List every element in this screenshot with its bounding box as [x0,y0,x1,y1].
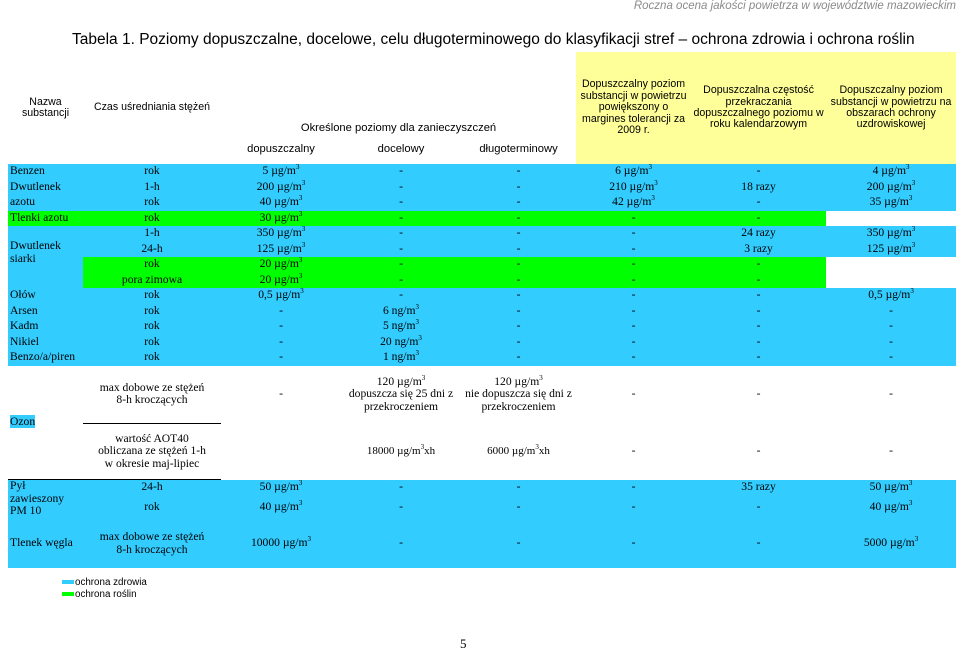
cell-long-term: 120 $\mu g/m^3$ nie dopuszcza się dni z przekroczeniem [465,373,572,413]
cell-target: 18000 $\mu g/m^3xh$ [366,442,436,457]
cell-long-term: - [516,164,521,178]
cell-frequency: - [756,387,761,401]
cell-permissible: 0,5 $\mu g/m^3$ [258,288,304,302]
cell-long-term: - [516,179,521,193]
cell-margin: - [576,273,691,289]
legend-health-swatch [62,580,74,584]
table-row [8,335,956,351]
table-row [8,304,956,320]
running-header: Roczna ocena jakości powietrza w województwie mazowieckim [633,0,956,12]
cell-margin: - [631,241,636,255]
cell-permissible: 125 $\mu g/m^3$ [256,241,306,255]
header-target: docelowy [377,142,425,155]
cell-target: - [399,179,403,193]
legend-plants-swatch [62,592,74,596]
cell-frequency: - [756,164,761,178]
cell-spa [826,211,956,227]
cell-substance: Dwutlenek [10,179,61,193]
cell-margin: - [631,500,636,514]
cell-period: rok [144,164,160,178]
cell-period: max dobowe ze stężeń 8-h kroczących [99,529,205,556]
cell-frequency: - [756,500,761,514]
cell-permissible: 50 $\mu g/m^3$ [259,479,303,494]
cell-substance: azotu [10,195,36,209]
table-row [8,496,956,520]
cell-substance: Benzen [10,164,45,178]
cell-period: pora zimowa [83,273,221,289]
cell-target: - [341,211,461,227]
cell-spa: - [889,303,893,317]
cell-permissible: - [279,334,283,348]
table-row [8,366,956,424]
cell-substance: Tlenki azotu [8,211,83,227]
cell-long-term: - [516,350,521,364]
cell-margin: - [631,303,636,317]
cell-long-term: - [516,480,521,494]
cell-period: wartość AOT40 obliczana ze stężeń 1-h w okresie maj-lipiec [83,424,221,480]
cell-spa: 40 $\mu g/m^3$ [869,499,913,514]
cell-period: rok [83,211,221,227]
table-row [8,226,956,242]
cell-spa [826,273,956,289]
header-levels-group: Określone poziomy dla zanieczyszczeń [300,121,497,134]
cell-long-term: - [516,319,521,333]
cell-permissible: 5 $\mu g/m^3$ [262,164,300,178]
cell-period: rok [144,500,160,514]
cell-target: 5 $ng/m^3$ [382,319,420,333]
cell-frequency: - [756,350,761,364]
cell-long-term: - [516,500,521,514]
cell-target: - [341,273,461,289]
cell-margin: 6 $\mu g/m^3$ [615,164,652,178]
cell-frequency: 18 razy [741,179,776,193]
cell-substance: Benzo/a/piren [10,350,76,364]
cell-period: rok [144,334,160,348]
cell-long-term: - [461,211,576,227]
cell-margin: - [631,350,636,364]
cell-target: - [399,500,403,514]
table-row [8,211,956,227]
cell-long-term: - [516,536,521,550]
cell-target: - [399,288,403,302]
table-row [8,319,956,335]
cell-long-term: - [516,303,521,317]
table-row [8,350,956,366]
cell-permissible: 40 $\mu g/m^3$ [259,499,303,514]
cell-margin: - [631,288,636,302]
cell-period: 1-h [83,226,221,242]
cell-substance: Pył zawieszony PM 10 [10,479,65,518]
table-row [8,195,956,211]
cell-frequency: - [756,334,761,348]
cell-long-term: - [461,226,576,242]
cell-spa: - [889,387,893,401]
cell-margin: - [631,319,636,333]
cell-spa: - [889,350,893,364]
table-row [8,273,956,289]
cell-substance: Kadm [10,319,39,333]
cell-spa: 0,5 $\mu g/m^3$ [868,288,914,302]
cell-period: rok [144,195,160,209]
cell-period: 24-h [141,480,163,494]
cell-frequency: 3 razy [744,241,773,255]
cell-margin: - [631,334,636,348]
table-caption: Tabela 1. Poziomy dopuszczalne, docelowe, celu długoterminowego do klasyfikacji stref – ochrona zdrowia i ochrona roślin [72,31,915,48]
cell-substance: Tlenek węgla [10,536,73,550]
cell-spa: - [889,334,893,348]
cell-margin: 42 $\mu g/m^3$ [612,195,655,209]
cell-margin: - [631,480,636,494]
header-frequency: Dopuszczalna częstość przekraczania dopuszczalnego poziomu w roku kalendarzowym [691,52,826,164]
cell-long-term: - [516,288,521,302]
header-substance: Nazwa substancji [21,95,70,119]
cell-permissible: - [279,350,283,364]
cell-spa: - [889,444,893,458]
table-row [8,288,956,304]
cell-frequency: - [691,211,826,227]
header-averaging: Czas uśredniania stężeń [93,101,210,114]
cell-spa [826,257,956,273]
cell-margin: - [631,444,636,458]
cell-spa: 4 $\mu g/m^3$ [872,164,910,178]
cell-period: rok [83,257,221,273]
cell-period: rok [144,350,160,364]
cell-permissible: 10000 $\mu g/m^3$ [250,535,312,550]
cell-long-term: 6000 $\mu g/m^3xh$ [487,442,550,457]
header-permissible: dopuszczalny [247,142,315,155]
table-row [8,480,956,496]
cell-spa: 35 $\mu g/m^3$ [869,195,913,209]
cell-target: 6 $ng/m^3$ [382,303,420,317]
cell-permissible: 200 $\mu g/m^3$ [256,179,306,193]
cell-period: max dobowe ze stężeń 8-h kroczących [83,366,221,424]
cell-frequency: - [756,536,761,550]
cell-permissible: - [279,387,283,401]
header-margin: Dopuszczalny poziom substancji w powietrzu powiększony o margines tolerancji za 2009 r. [576,52,691,164]
cell-spa: 50 $\mu g/m^3$ [869,479,913,494]
cell-margin: - [576,211,691,227]
cell-permissible: 40 $\mu g/m^3$ [259,195,303,209]
cell-long-term: - [461,257,576,273]
cell-target: - [399,536,403,550]
cell-permissible: 20 $\mu g/m^3$ [221,273,341,289]
cell-frequency: - [691,273,826,289]
cell-long-term: - [461,273,576,289]
cell-target: - [399,480,403,494]
cell-spa: 125 $\mu g/m^3$ [866,241,916,255]
cell-long-term: - [516,195,521,209]
cell-margin: - [631,536,636,550]
cell-permissible: 30 $\mu g/m^3$ [221,211,341,227]
cell-target: - [399,241,403,255]
cell-substance: Dwutlenek siarki [8,226,83,288]
cell-target: 120 $\mu g/m^3$ dopuszcza się 25 dni z przekroczeniem [348,373,454,413]
cell-permissible: 20 $\mu g/m^3$ [221,257,341,273]
cell-margin: - [631,387,636,401]
cell-margin: - [576,257,691,273]
cell-frequency: - [756,195,761,209]
cell-margin: 210 $\mu g/m^3$ [609,179,658,193]
cell-period: rok [144,319,160,333]
cell-target: - [399,195,403,209]
cell-frequency: - [756,319,761,333]
cell-target: - [341,226,461,242]
cell-permissible: - [279,303,283,317]
cell-target: 1 $ng/m^3$ [382,350,420,364]
limits-table [8,52,956,568]
table-row [8,257,956,273]
table-row [8,242,956,258]
cell-frequency: - [756,303,761,317]
cell-permissible [221,424,341,480]
table-row [8,164,956,180]
cell-frequency: 24 razy [691,226,826,242]
cell-long-term: - [516,334,521,348]
cell-period: rok [144,303,160,317]
cell-long-term: - [516,241,521,255]
cell-period: 24-h [141,241,163,255]
cell-spa: 5000 $\mu g/m^3$ [863,535,919,550]
cell-substance: Ozon [8,366,83,480]
cell-spa: - [889,319,893,333]
cell-frequency: 35 razy [741,480,776,494]
page-number: 5 [460,636,467,651]
cell-permissible: 350 $\mu g/m^3$ [221,226,341,242]
table-row [8,424,956,480]
legend-plants: ochrona roślin [62,589,137,600]
cell-frequency: - [756,288,761,302]
cell-substance: Arsen [10,303,38,317]
cell-substance: Ołów [10,288,36,302]
header-long-term: długoterminowy [479,142,558,155]
cell-margin: - [576,226,691,242]
cell-target: 20 $ng/m^3$ [380,334,422,348]
header-spa: Dopuszczalny poziom substancji w powietrzu na obszarach ochrony uzdrowiskowej [826,52,956,164]
cell-period: 1-h [144,179,160,193]
cell-period: rok [144,288,160,302]
table-row [8,180,956,196]
cell-substance: Nikiel [10,334,39,348]
cell-permissible: - [279,319,283,333]
cell-spa: 350 $\mu g/m^3$ [826,226,956,242]
table-row [8,520,956,568]
cell-frequency: - [691,257,826,273]
cell-target: - [341,257,461,273]
cell-target: - [399,164,403,178]
cell-frequency: - [756,444,761,458]
cell-spa: 200 $\mu g/m^3$ [866,179,916,193]
legend-health: ochrona zdrowia [62,577,147,588]
